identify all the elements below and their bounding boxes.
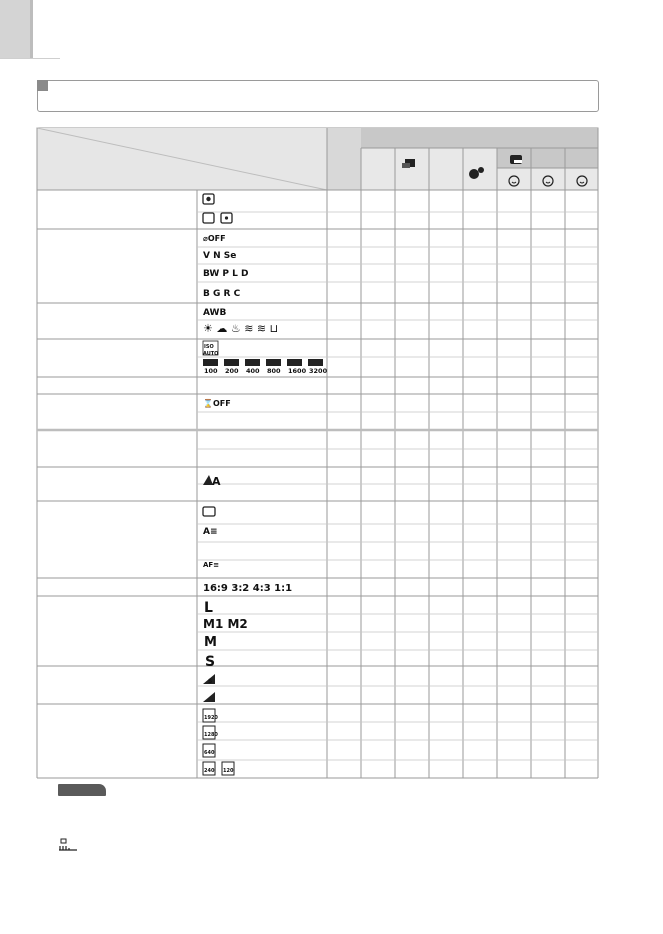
superfine-letter: S xyxy=(208,678,213,685)
iso-value-1600: 1600 xyxy=(288,367,307,375)
single-shot-icon xyxy=(203,507,215,516)
burst-mode-icon-2 xyxy=(402,163,410,168)
iso-badge-100 xyxy=(203,359,218,366)
iso-badge-200 xyxy=(224,359,239,366)
res-l-icon: L xyxy=(204,600,213,616)
movie-240-label: 240 xyxy=(204,768,215,774)
iso-badge-1600 xyxy=(287,359,302,366)
iso-value-800: 800 xyxy=(267,367,281,375)
res-m1-m2-icon: M1 M2 xyxy=(203,617,248,631)
header-col-1 xyxy=(327,128,361,190)
iso-badge-3200 xyxy=(308,359,323,366)
res-m-icon: M xyxy=(204,635,217,650)
metering-evaluative-dot xyxy=(206,197,210,201)
movie-1920-label: 1920 xyxy=(204,715,218,721)
metering-center-icon xyxy=(203,213,214,223)
movie-1280-label: 1280 xyxy=(204,732,218,738)
iso-auto-text-2: AUTO xyxy=(203,351,219,357)
my-colors-off-icon: ⌀OFF xyxy=(203,234,226,243)
iso-value-400: 400 xyxy=(246,367,260,375)
metering-spot-dot xyxy=(225,216,228,219)
my-colors-b-g-r-c-icon: B G R C xyxy=(203,289,241,299)
res-s-icon: S xyxy=(205,654,216,670)
self-timer-off-icon: ⌛OFF xyxy=(203,399,231,408)
note-label-tag xyxy=(58,784,106,796)
fine-icon xyxy=(203,692,215,702)
iso-value-200: 200 xyxy=(225,367,239,375)
iso-auto-text: ISO xyxy=(204,344,214,350)
continuous-icon: A≡ xyxy=(203,527,218,537)
camera-scene-mark xyxy=(514,160,522,163)
portrait-mode-icon-2 xyxy=(478,167,484,173)
movie-640-label: 640 xyxy=(204,750,215,756)
iso-badge-400 xyxy=(245,359,260,366)
iso-value-100: 100 xyxy=(204,367,218,375)
af-continuous-icon: AF≡ xyxy=(203,561,220,569)
header-scene-subcols xyxy=(497,168,598,190)
iso-badge-800 xyxy=(266,359,281,366)
continuous-af-icon xyxy=(57,838,79,854)
my-colors-v-n-se-icon: V N Se xyxy=(203,251,237,261)
iso-value-3200: 3200 xyxy=(309,367,328,375)
awb-icon: AWB xyxy=(203,308,227,318)
movie-120-label: 120 xyxy=(223,768,234,774)
header-band-top xyxy=(361,128,598,148)
portrait-mode-icon xyxy=(469,169,479,179)
af-face-icon-a: A xyxy=(212,475,221,488)
my-colors-bw-p-l-d-icon: BW P L D xyxy=(203,269,249,279)
wb-presets-icon: ☀ ☁ ♨ ≋ ≋ ⊔ xyxy=(203,322,279,335)
aspect-ratios-icon: 16:9 3:2 4:3 1:1 xyxy=(203,583,293,594)
